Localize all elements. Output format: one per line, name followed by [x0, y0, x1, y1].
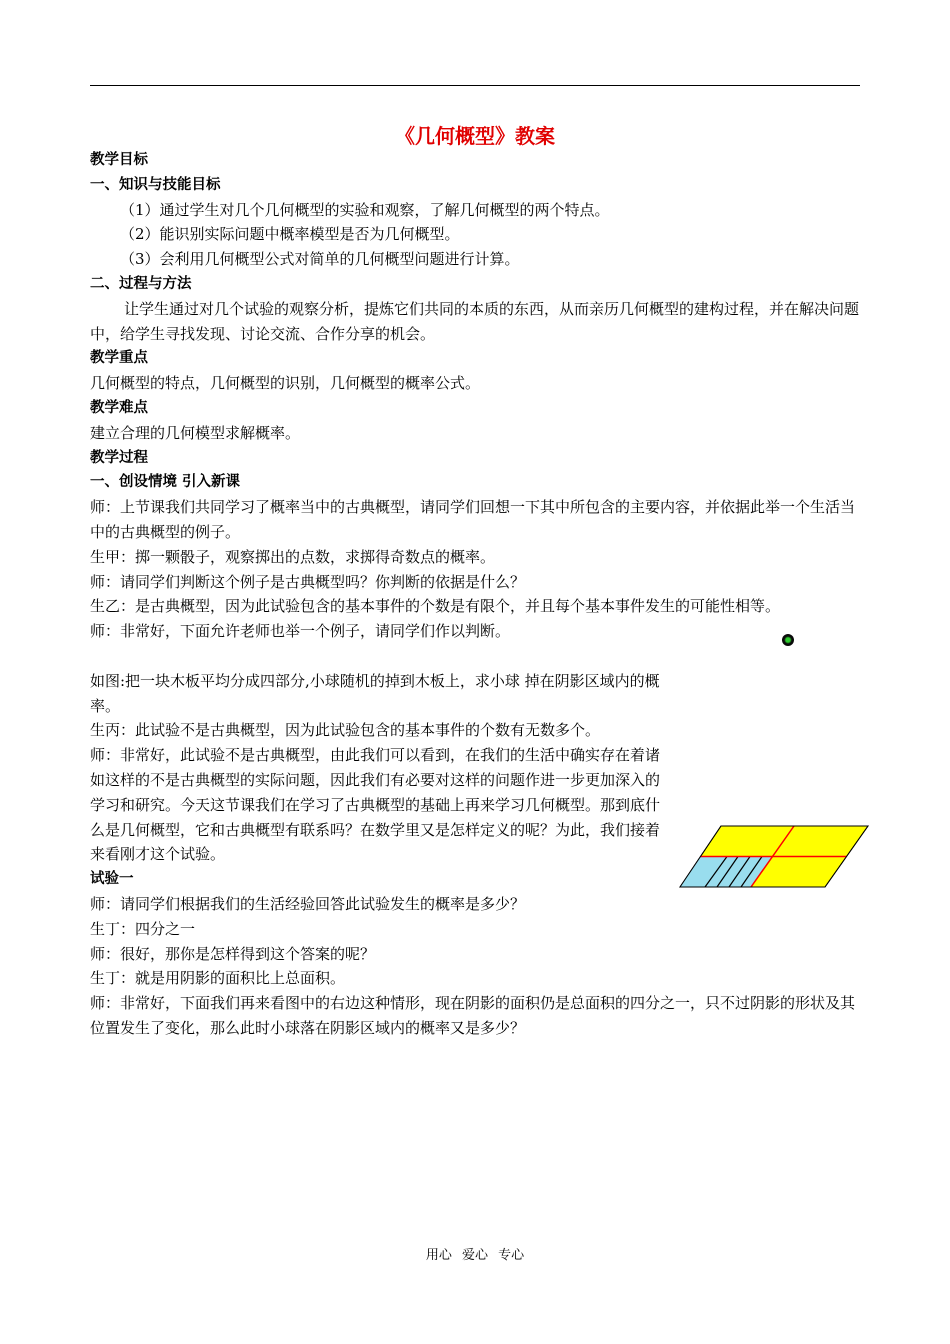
parallelogram-board-figure [678, 822, 870, 890]
paragraph: 生丁：四分之一 [90, 919, 196, 938]
section-heading: 教学重点 [90, 350, 148, 367]
blank-line [90, 644, 862, 669]
section-heading: 教学难点 [90, 399, 148, 416]
paragraph: 生丙：此试验不是古典概型，因为此试验包含的基本事件的个数有无数多个。 [90, 721, 601, 740]
paragraph: （1）通过学生对几个几何概型的实验和观察，了解几何概型的两个特点。 [120, 200, 610, 219]
paragraph: 师：上节课我们共同学习了概率当中的古典概型，请同学们回想一下其中所包含的主要内容，并依据此举一个生活当中的古典概型的例子。 [90, 498, 856, 541]
section-heading: 一、创设情境 引入新课 [90, 474, 241, 491]
paragraph: 如图:把一块木板平均分成四部分,小球随机的掉到木板上，求小球 掉在阴影区域内的概率。 [90, 671, 660, 715]
header-rule [90, 85, 860, 86]
paragraph: 师：非常好，下面允许老师也举一个例子，请同学们作以判断。 [90, 622, 511, 641]
page-footer: 用心 爱心 专心 [425, 1248, 525, 1263]
paragraph: 师：很好，那你是怎样得到这个答案的呢？ [90, 944, 376, 963]
paragraph: 师：请同学们根据我们的生活经验回答此试验发生的概率是多少？ [90, 894, 526, 913]
paragraph: 师：请同学们判断这个例子是古典概型吗？你判断的依据是什么？ [90, 572, 526, 591]
document-body [90, 148, 862, 1041]
paragraph: 师：非常好，下面我们再来看图中的右边这种情形，现在阴影的面积仍是总面积的四分之一，只不过阴影的形状及其位置发生了变化，那么此时小球落在阴影区域内的概率又是多少？ [90, 994, 856, 1037]
section-heading: 二、过程与方法 [90, 275, 192, 292]
paragraph: （2）能识别实际问题中概率模型是否为几何概型。 [120, 225, 460, 244]
section-heading: 教学过程 [90, 449, 148, 466]
paragraph: 生丁：就是用阴影的面积比上总面积。 [90, 969, 346, 988]
paragraph: 让学生通过对几个试验的观察分析，提炼它们共同的本质的东西，从而亲历几何概型的建构过程，并在解决问题中，给学生寻找发现、讨论交流、合作分享的机会。 [90, 299, 860, 343]
section-heading: 教学目标 [90, 152, 148, 168]
paragraph: 建立合理的几何模型求解概率。 [90, 423, 301, 442]
paragraph: 生乙：是古典概型，因为此试验包含的基本事件的个数是有限个，并且每个基本事件发生的可能性相等。 [90, 597, 781, 616]
paragraph: （3）会利用几何概型公式对简单的几何概型问题进行计算。 [120, 250, 520, 269]
ball-icon [782, 634, 794, 646]
section-heading: 一、知识与技能目标 [90, 176, 221, 193]
document-title: 《几何概型》教案 [395, 124, 555, 148]
paragraph: 几何概型的特点，几何概型的识别，几何概型的概率公式。 [90, 374, 481, 393]
section-heading: 试验一 [90, 871, 134, 888]
paragraph: 师：非常好，此试验不是古典概型，由此我们可以看到，在我们的生活中确实存在着诸如这样的不是古典概型的实际问题，因此我们有必要对这样的问题作进一步更加深入的学习和研究。今天这节课我们在学习了古典概型的基础上再来学习几何概型。那到底什么是几何概型，它和古典概型有联系吗？在数学里又是怎样定义的呢？为此，我们接着来看刚才这个试验。 [90, 746, 661, 864]
paragraph: 生甲：掷一颗骰子，观察掷出的点数，求掷得奇数点的概率。 [90, 547, 496, 566]
